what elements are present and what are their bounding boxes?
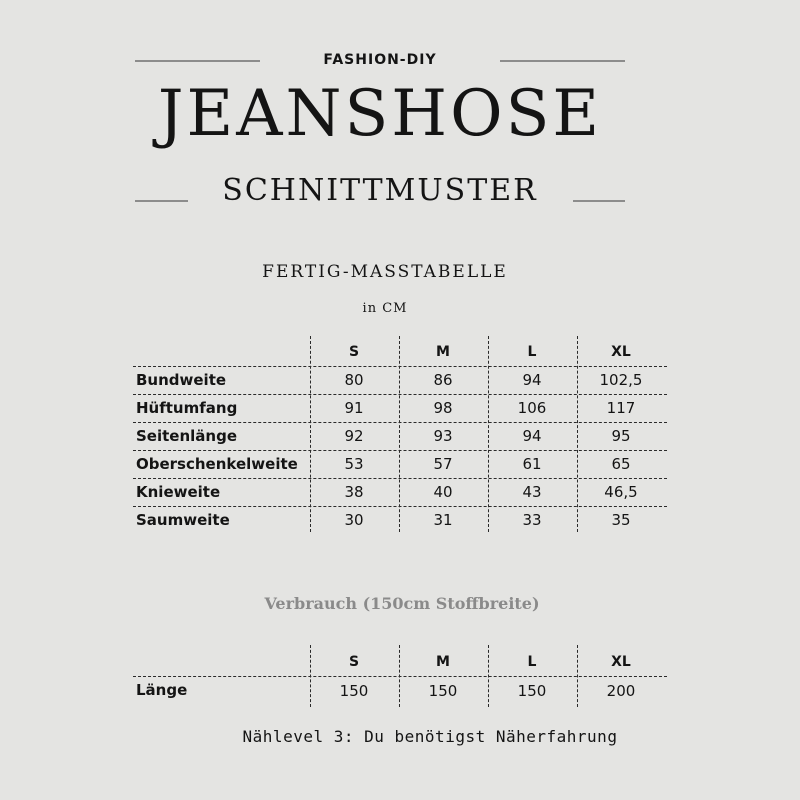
row-label-saumweite: Saumweite [136, 511, 230, 529]
column-header-xl: XL [611, 344, 631, 360]
usage-column-header-m: M [436, 654, 450, 670]
row-label-laenge: Länge [136, 681, 188, 699]
table-cell: 150 [339, 682, 369, 700]
table-cell: 95 [611, 427, 631, 445]
table-cell: 53 [344, 455, 364, 473]
row-label-bundweite: Bundweite [136, 371, 227, 389]
table-cell: 80 [344, 371, 364, 389]
row-label-oberschenkelweite: Oberschenkelweite [136, 455, 298, 473]
table-cell: 150 [428, 682, 458, 700]
eyebrow-label: FASHION-DIY [323, 52, 437, 68]
table-cell: 94 [522, 427, 542, 445]
table-cell: 86 [433, 371, 453, 389]
table-cell: 31 [433, 511, 453, 529]
page-subtitle: SCHNITTMUSTER [222, 173, 538, 208]
column-header-s: S [348, 344, 360, 360]
table-cell: 93 [433, 427, 453, 445]
table-cell: 38 [344, 483, 364, 501]
usage-column-header-l: L [527, 654, 537, 670]
row-label-knieweite: Knieweite [136, 483, 221, 501]
table-cell: 91 [344, 399, 364, 417]
row-label-seitenlaenge: Seitenlänge [136, 427, 237, 445]
row-label-hueftumfang: Hüftumfang [136, 399, 238, 417]
table-cell: 106 [517, 399, 547, 417]
table-cell: 92 [344, 427, 364, 445]
table-cell: 94 [522, 371, 542, 389]
sewing-level-note: Nählevel 3: Du benötigst Näherfahrung [242, 727, 618, 746]
unit-note: in CM [362, 301, 408, 316]
table-cell: 33 [522, 511, 542, 529]
table-cell: 43 [522, 483, 542, 501]
table-cell: 35 [611, 511, 631, 529]
usage-column-header-s: S [348, 654, 360, 670]
table-cell: 61 [522, 455, 542, 473]
column-header-l: L [527, 344, 537, 360]
column-header-m: M [436, 344, 450, 360]
table-cell: 102,5 [599, 371, 643, 389]
table-cell: 40 [433, 483, 453, 501]
page-title: JEANSHOSE [157, 77, 603, 151]
usage-table-heading: Verbrauch (150cm Stoffbreite) [264, 594, 540, 613]
table-cell: 57 [433, 455, 453, 473]
table-cell: 46,5 [604, 483, 638, 501]
table-cell: 98 [433, 399, 453, 417]
size-table-heading: FERTIG-MASSTABELLE [262, 262, 508, 282]
table-cell: 150 [517, 682, 547, 700]
usage-column-header-xl: XL [611, 654, 631, 670]
table-cell: 117 [606, 399, 636, 417]
table-cell: 200 [606, 682, 636, 700]
table-cell: 30 [344, 511, 364, 529]
table-cell: 65 [611, 455, 631, 473]
